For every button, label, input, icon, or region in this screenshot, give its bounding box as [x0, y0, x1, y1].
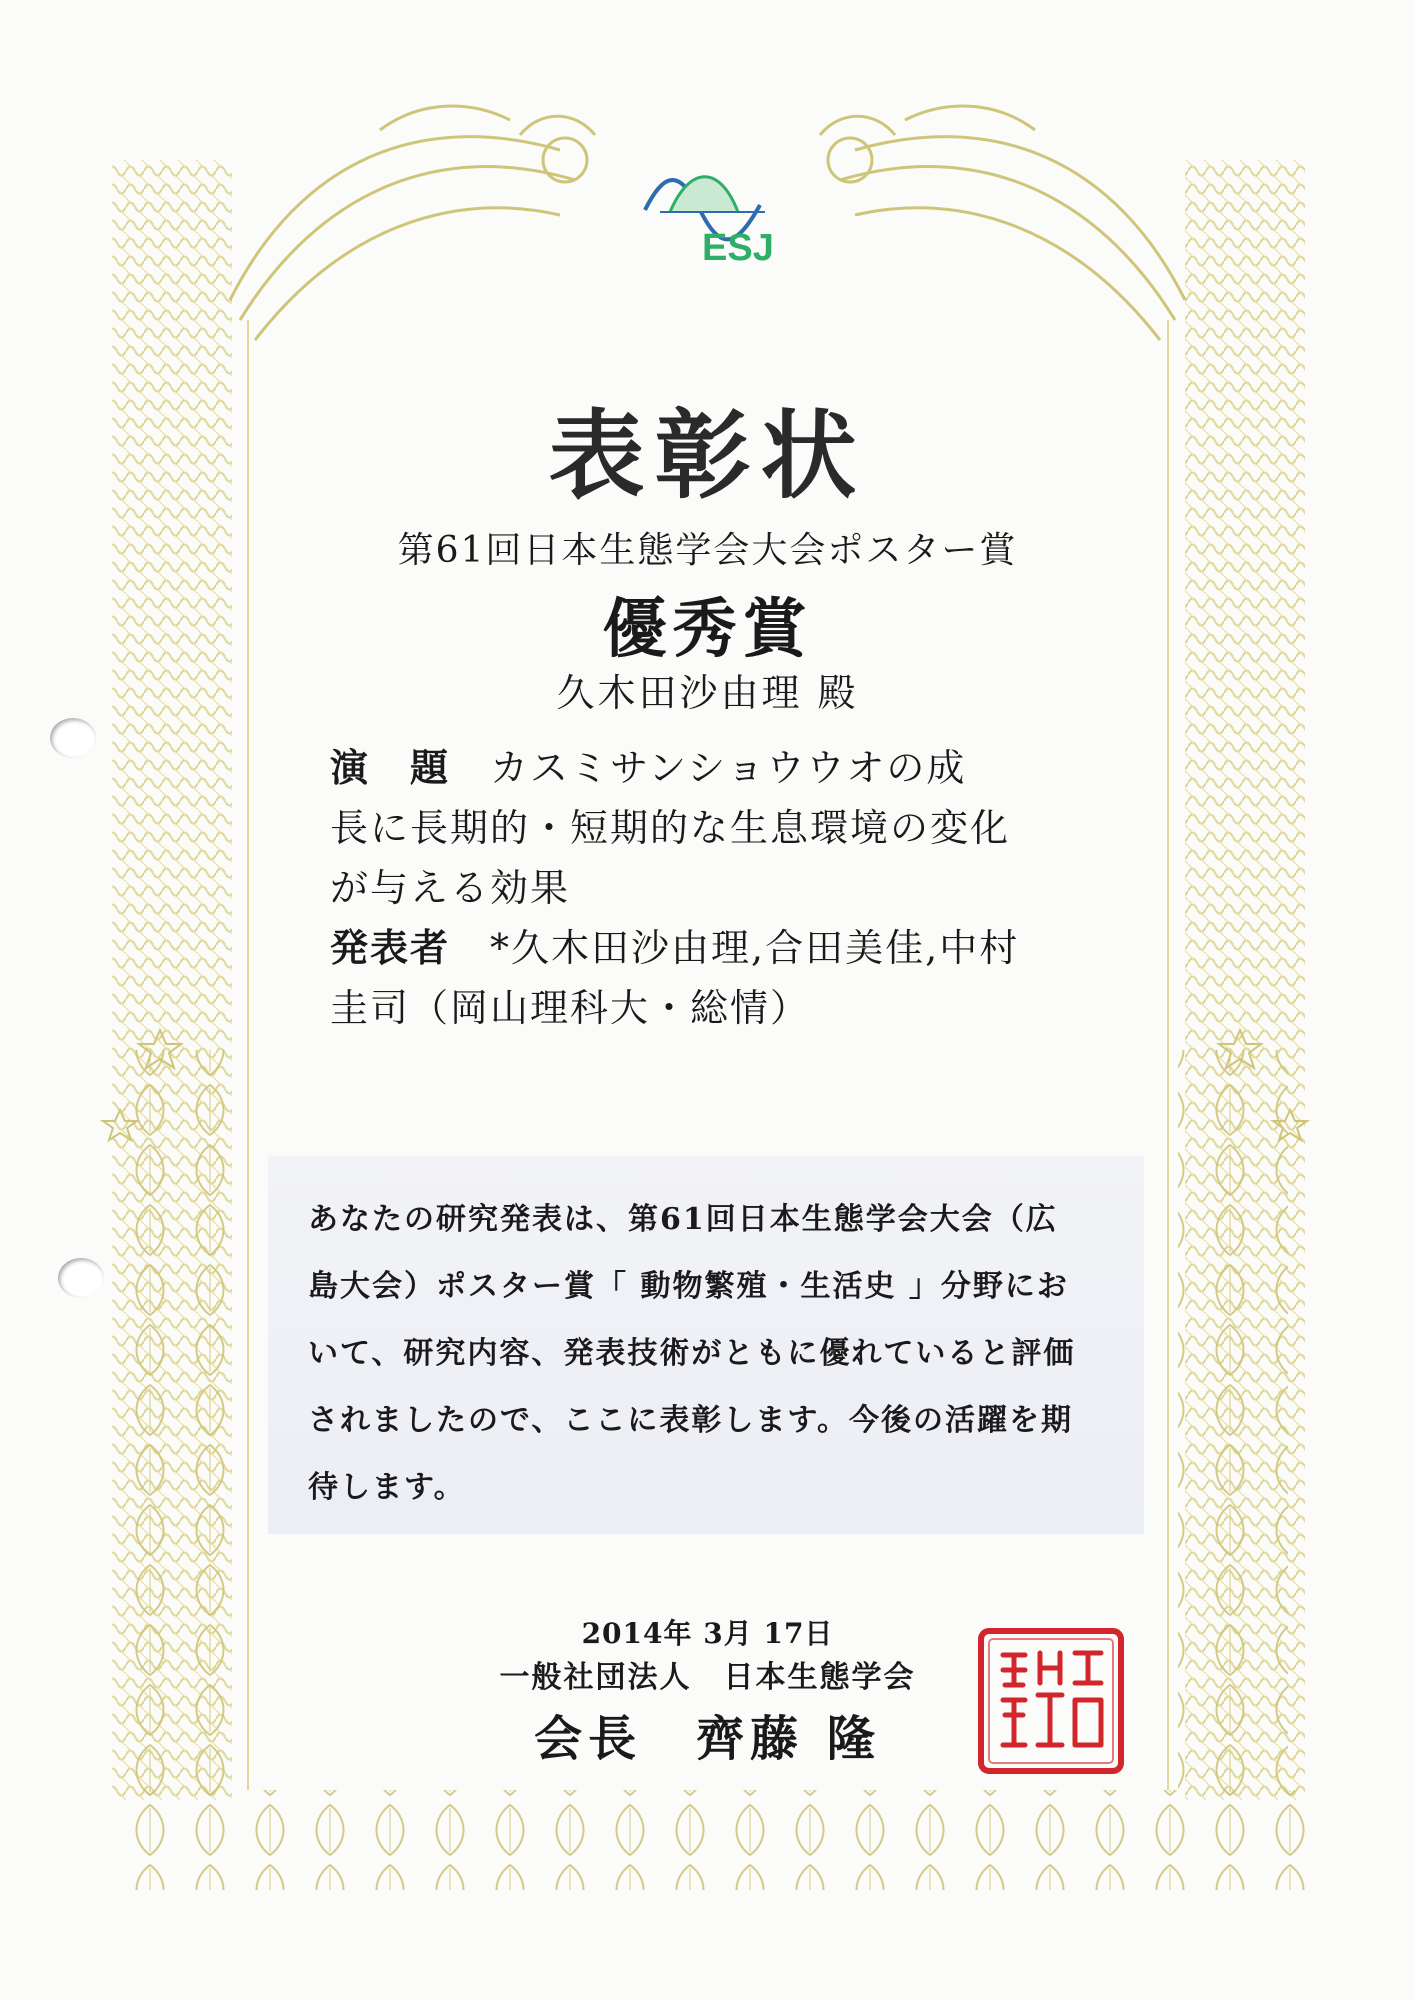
- award-date: 2014年 3月 17日: [581, 1617, 834, 1650]
- phoenix-left-ornament: [230, 106, 595, 340]
- presentation-title-label: 演 題: [330, 745, 451, 790]
- logo-text: ESJ: [702, 227, 774, 269]
- punch-hole-top: [50, 718, 96, 758]
- president-name: 会長 齊藤 隆: [534, 1711, 881, 1767]
- presentation-title-line-1: [330, 738, 1070, 798]
- recipient-name: 久木田沙由理 殿: [556, 671, 859, 715]
- official-seal-stamp: [975, 1625, 1127, 1777]
- presentation-title-text: カスミサンショウウオの成: [490, 746, 967, 790]
- presenters-line-2: 圭司（岡山理科大・総情）: [330, 986, 811, 1030]
- presenters-line-1: [330, 918, 1070, 978]
- award-category: 第61回日本生態学会大会ポスター賞: [397, 530, 1018, 571]
- award-grade: 優秀賞: [602, 592, 813, 667]
- organization-name: 一般社団法人 日本生態学会: [499, 1660, 916, 1695]
- presentation-title-line-2: 長に長期的・短期的な生息環境の変化: [330, 806, 1011, 850]
- citation-line: 島大会）ポスター賞「 動物繁殖・生活史 」分野にお: [308, 1269, 1069, 1304]
- citation-box: [268, 1156, 1144, 1534]
- presentation-title-line-3: が与える効果: [330, 866, 571, 910]
- citation-line: 待します。: [308, 1470, 466, 1505]
- phoenix-right-ornament: [820, 106, 1185, 340]
- citation-line: いて、研究内容、発表技術がともに優れていると評価: [308, 1336, 1076, 1371]
- citation-line: されましたので、ここに表彰します。今後の活躍を期: [308, 1403, 1073, 1438]
- presenters-label: 発表者: [330, 925, 451, 970]
- citation-line: あなたの研究発表は、第61回日本生態学会大会（広: [308, 1202, 1058, 1237]
- presentation-details: [330, 738, 1070, 1038]
- esj-logo: [640, 150, 780, 270]
- citation-text: [268, 1156, 1144, 1521]
- certificate-title: 表彰状: [548, 399, 867, 512]
- punch-hole-bottom: [58, 1258, 104, 1298]
- presenters-text: *久木田沙由理,合田美佳,中村: [490, 926, 1020, 970]
